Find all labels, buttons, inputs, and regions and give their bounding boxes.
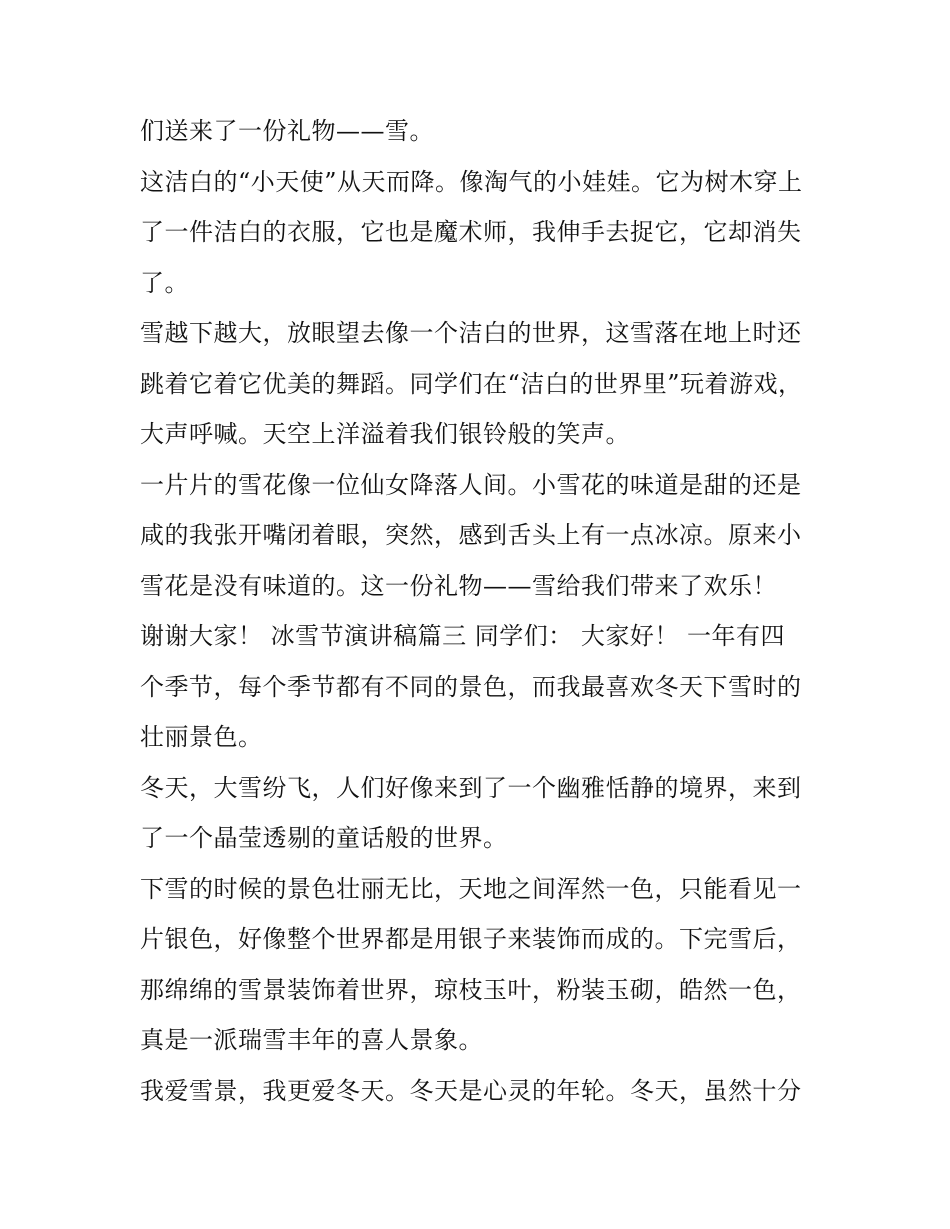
text-line: 大声呼喊。天空上洋溢着我们银铃般的笑声。 [140,420,630,448]
text-line: 咸的我张开嘴闭着眼，突然，感到舌头上有一点冰凉。原来小 [140,521,802,549]
text-line: 下雪的时候的景色壮丽无比，天地之间浑然一色，只能看见一 [140,874,802,903]
text-line: 一片片的雪花像一位仙女降落人间。小雪花的味道是甜的还是 [140,470,802,499]
text-line: 了一件洁白的衣服，它也是魔术师，我伸手去捉它，它却消失 [140,218,802,246]
text-line: 雪花是没有味道的。这一份礼物——雪给我们带来了欢乐！ [140,571,777,600]
text-line: 了。 [140,268,189,297]
text-line: 跳着它着它优美的舞蹈。同学们在“洁白的世界里”玩着游戏， [140,369,803,398]
text-line: 个季节，每个季节都有不同的景色，而我最喜欢冬天下雪时的 [140,672,802,701]
text-line: 我爱雪景，我更爱冬天。冬天是心灵的年轮。冬天，虽然十分 [140,1076,802,1105]
text-line: 那绵绵的雪景装饰着世界，琼枝玉叶，粉装玉砌，皓然一色， [140,975,802,1004]
text-line: 冬天，大雪纷飞，人们好像来到了一个幽雅恬静的境界，来到 [140,773,802,802]
document-body [140,106,815,1116]
text-line: 片银色，好像整个世界都是用银子来装饰而成的。下完雪后， [140,925,802,953]
text-line: 们送来了一份礼物——雪。 [140,117,434,145]
text-line: 雪越下越大，放眼望去像一个洁白的世界，这雪落在地上时还 [140,319,802,347]
text-line: 真是一派瑞雪丰年的喜人景象。 [140,1026,483,1054]
text-line: 这洁白的“小天使”从天而降。像淘气的小娃娃。它为树木穿上 [140,167,803,196]
text-line: 壮丽景色。 [140,723,263,751]
text-line: 了一个晶莹透剔的童话般的世界。 [140,824,508,852]
text-line: 谢谢大家！ 冰雪节演讲稿篇三 同学们： 大家好！ 一年有四 [140,622,786,650]
